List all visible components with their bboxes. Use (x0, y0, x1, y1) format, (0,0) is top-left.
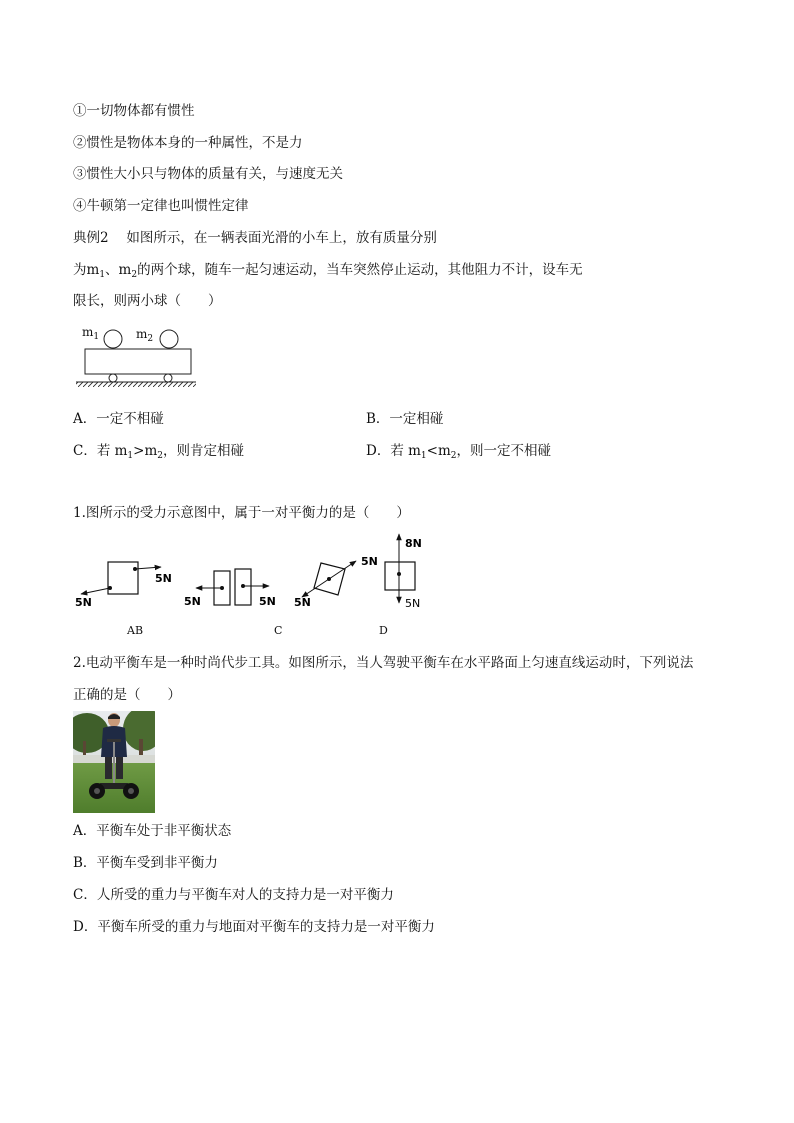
label-m2: $m_2$ (136, 327, 154, 344)
example2-option-c: C．若 $m_1>m_2$，则肯定相碰 (73, 443, 245, 461)
label-d: D (379, 624, 388, 637)
diagram-d-rotated (294, 555, 378, 609)
example2-option-d: D．若 $m_1<m_2$，则一定不相碰 (366, 443, 552, 461)
cart-wheel-right (164, 374, 172, 382)
cart-wheel-left (109, 374, 117, 382)
q2-option-c: C．人所受的重力与平衡车对人的支持力是一对平衡力 (73, 887, 394, 903)
diagram-c (184, 569, 276, 608)
q2-stem-line1: 2.电动平衡车是一种时尚代步工具。如图所示，当人驾驶平衡车在水平路面上匀速直线运动时，下列说法 (73, 655, 694, 671)
d2-top-force: 8N (405, 537, 422, 550)
c-right-force: 5N (259, 595, 276, 608)
c-left-force: 5N (184, 595, 201, 608)
d1-left-force: 5N (294, 596, 311, 609)
cart-body (85, 349, 191, 374)
example2-line2: 为$m_1$、$m_2$的两个球，随车一起匀速运动，当车突然停止运动，其他阻力不计，设车无 (73, 262, 583, 280)
diagram-d-vertical (385, 534, 422, 610)
label-m1: $m_1$ (82, 325, 100, 342)
segway-rider-photo (73, 711, 155, 813)
ball-m1 (104, 330, 122, 348)
example2-option-a: A．一定不相碰 (73, 411, 164, 427)
point-4: ④牛顿第一定律也叫惯性定律 (73, 198, 249, 214)
ball-m2 (160, 330, 178, 348)
force-diagrams (73, 530, 443, 615)
point-2: ②惯性是物体本身的一种属性，不是力 (73, 135, 303, 151)
q1-stem: 1.图所示的受力示意图中，属于一对平衡力的是（ ） (73, 505, 410, 521)
q2-option-b: B．平衡车受到非平衡力 (73, 855, 218, 871)
diagram-ab (75, 562, 172, 609)
d2-bottom-force: 5N (405, 597, 421, 610)
example2-line1: 典例2 如图所示，在一辆表面光滑的小车上，放有质量分别 (73, 230, 437, 246)
ab-left-force: 5N (75, 596, 92, 609)
example2-option-b: B．一定相碰 (366, 411, 444, 427)
label-c: C (274, 624, 283, 637)
point-3: ③惯性大小只与物体的质量有关，与速度无关 (73, 166, 343, 182)
ab-right-force: 5N (155, 572, 172, 585)
example2-line3: 限长，则两小球（ ） (73, 293, 222, 309)
q2-option-a: A．平衡车处于非平衡状态 (73, 823, 232, 839)
q2-option-d: D．平衡车所受的重力与地面对平衡车的支持力是一对平衡力 (73, 919, 435, 935)
q2-stem-line2: 正确的是（ ） (73, 687, 181, 703)
label-ab: AB (127, 624, 144, 637)
d1-right-force: 5N (361, 555, 378, 568)
ground-hatch (76, 382, 196, 387)
point-1: ①一切物体都有惯性 (73, 103, 195, 119)
